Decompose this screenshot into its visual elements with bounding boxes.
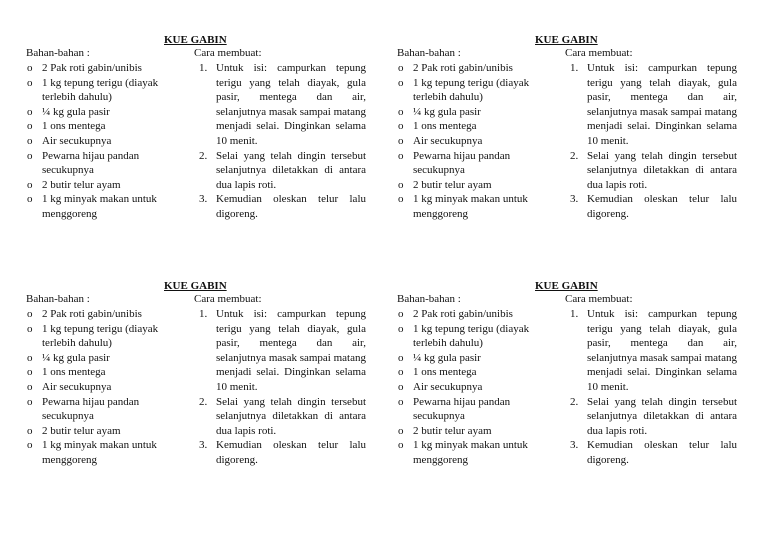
ingredient-item — [26, 178, 186, 193]
bullet-icon: o — [398, 149, 404, 162]
ingredient-text: 1 ons mentega — [42, 120, 106, 133]
ingredient-text: Pewarna hijau pandan secukupnya — [413, 149, 511, 177]
recipe-title: KUE GABIN — [164, 34, 227, 46]
recipe-card-top-right — [397, 33, 747, 253]
steps-list — [567, 61, 737, 222]
ingredient-text: 2 butir telur ayam — [42, 424, 121, 437]
bullet-icon: o — [27, 76, 33, 89]
step-item — [567, 395, 737, 439]
ingredient-item — [26, 149, 186, 178]
ingredient-text: Pewarna hijau pandan secukupnya — [42, 395, 140, 423]
step-number: 1. — [199, 308, 208, 320]
step-number: 3. — [199, 193, 208, 206]
ingredient-text: 1 ons mentega — [413, 120, 477, 133]
bullet-icon: o — [398, 193, 404, 206]
bullet-icon: o — [398, 178, 404, 191]
ingredient-item — [397, 61, 557, 76]
ingredient-item — [26, 119, 186, 134]
ingredient-item — [397, 105, 557, 120]
ingredient-item — [26, 76, 186, 105]
bullet-icon: o — [27, 62, 33, 74]
step-item — [196, 438, 366, 467]
ingredient-item — [26, 322, 186, 351]
bullet-icon: o — [27, 395, 33, 408]
bullet-icon: o — [27, 439, 33, 452]
step-text: Untuk isi: campurkan tepung terigu yang telah diayak, gula pasir, mentega dan air, selanjutnya masak sampai matang menjadi selai. Dinginkan selama 10 menit. — [587, 62, 737, 147]
ingredient-item — [397, 178, 557, 193]
bullet-icon: o — [398, 322, 404, 335]
steps-heading: Cara membuat: — [194, 47, 262, 59]
steps-list — [567, 307, 737, 468]
bullet-icon: o — [27, 380, 33, 393]
recipe-card-bottom-left — [26, 279, 376, 499]
ingredients-heading: Bahan-bahan : — [26, 293, 90, 305]
ingredients-heading: Bahan-bahan : — [26, 47, 90, 59]
ingredient-text: 1 ons mentega — [413, 366, 477, 379]
ingredients-heading: Bahan-bahan : — [397, 293, 461, 305]
bullet-icon: o — [398, 424, 404, 437]
ingredient-item — [397, 119, 557, 134]
ingredients-heading: Bahan-bahan : — [397, 47, 461, 59]
recipe-card-bottom-right — [397, 279, 747, 499]
bullet-icon: o — [398, 380, 404, 393]
steps-heading: Cara membuat: — [194, 293, 262, 305]
step-item — [567, 438, 737, 467]
bullet-icon: o — [27, 308, 33, 320]
bullet-icon: o — [27, 120, 33, 133]
recipe-title: KUE GABIN — [164, 280, 227, 292]
bullet-icon: o — [27, 178, 33, 191]
bullet-icon: o — [27, 322, 33, 335]
step-text: Kemudian oleskan telur lalu digoreng. — [216, 193, 366, 220]
ingredient-item — [26, 424, 186, 439]
steps-list — [196, 307, 366, 468]
step-item — [567, 192, 737, 221]
ingredient-text: 1 kg minyak makan untuk menggoreng — [413, 193, 528, 220]
ingredients-list — [26, 307, 186, 468]
ingredient-item — [397, 149, 557, 178]
bullet-icon: o — [27, 149, 33, 162]
ingredient-item — [397, 134, 557, 149]
step-item — [196, 307, 366, 395]
ingredient-text: ¼ kg gula pasir — [42, 351, 110, 364]
step-number: 1. — [570, 62, 579, 74]
bullet-icon: o — [27, 193, 33, 206]
step-item — [567, 149, 737, 193]
ingredient-item — [397, 395, 557, 424]
ingredient-text: ¼ kg gula pasir — [42, 105, 110, 118]
ingredient-text: 2 Pak roti gabin/unibis — [42, 308, 142, 320]
ingredient-text: 1 kg tepung terigu (diayak terlebih dahulu) — [413, 322, 530, 350]
ingredient-item — [397, 76, 557, 105]
ingredient-text: 1 kg minyak makan untuk menggoreng — [42, 439, 157, 466]
ingredient-item — [397, 365, 557, 380]
step-number: 2. — [570, 395, 579, 408]
ingredient-item — [26, 192, 186, 221]
ingredient-text: 1 kg tepung terigu (diayak terlebih dahulu) — [413, 76, 530, 104]
step-text: Selai yang telah dingin tersebut selanjutnya diletakkan di antara dua lapis roti. — [587, 395, 737, 437]
ingredients-list — [397, 61, 557, 222]
bullet-icon: o — [27, 424, 33, 437]
ingredient-item — [397, 351, 557, 366]
ingredients-list — [26, 61, 186, 222]
steps-list — [196, 61, 366, 222]
ingredient-item — [26, 307, 186, 322]
ingredient-item — [26, 395, 186, 424]
ingredient-text: 1 kg minyak makan untuk menggoreng — [42, 193, 157, 220]
ingredient-text: 2 butir telur ayam — [413, 424, 492, 437]
ingredient-text: Pewarna hijau pandan secukupnya — [42, 149, 140, 177]
ingredient-text: Air secukupnya — [42, 380, 112, 393]
step-number: 1. — [199, 62, 208, 74]
bullet-icon: o — [27, 366, 33, 379]
ingredient-text: ¼ kg gula pasir — [413, 105, 481, 118]
bullet-icon: o — [398, 62, 404, 74]
ingredient-item — [26, 438, 186, 467]
step-text: Untuk isi: campurkan tepung terigu yang telah diayak, gula pasir, mentega dan air, selanjutnya masak sampai matang menjadi selai. Dinginkan selama 10 menit. — [216, 308, 366, 393]
bullet-icon: o — [398, 366, 404, 379]
bullet-icon: o — [398, 351, 404, 364]
step-text: Untuk isi: campurkan tepung terigu yang telah diayak, gula pasir, mentega dan air, selanjutnya masak sampai matang menjadi selai. Dinginkan selama 10 menit. — [216, 62, 366, 147]
steps-heading: Cara membuat: — [565, 293, 633, 305]
ingredient-text: 2 butir telur ayam — [413, 178, 492, 191]
recipe-title: KUE GABIN — [535, 34, 598, 46]
bullet-icon: o — [27, 134, 33, 147]
ingredient-text: 2 Pak roti gabin/unibis — [42, 62, 142, 74]
ingredient-item — [26, 134, 186, 149]
ingredient-text: 1 kg minyak makan untuk menggoreng — [413, 439, 528, 466]
bullet-icon: o — [398, 439, 404, 452]
step-item — [196, 395, 366, 439]
bullet-icon: o — [398, 76, 404, 89]
ingredients-list — [397, 307, 557, 468]
bullet-icon: o — [27, 351, 33, 364]
ingredient-item — [26, 365, 186, 380]
ingredient-text: 2 Pak roti gabin/unibis — [413, 62, 513, 74]
bullet-icon: o — [398, 134, 404, 147]
ingredient-text: 1 kg tepung terigu (diayak terlebih dahulu) — [42, 322, 159, 350]
step-item — [567, 61, 737, 149]
bullet-icon: o — [398, 105, 404, 118]
ingredient-text: ¼ kg gula pasir — [413, 351, 481, 364]
step-text: Selai yang telah dingin tersebut selanjutnya diletakkan di antara dua lapis roti. — [216, 395, 366, 437]
ingredient-item — [397, 192, 557, 221]
ingredient-item — [26, 380, 186, 395]
bullet-icon: o — [398, 120, 404, 133]
ingredient-text: 2 butir telur ayam — [42, 178, 121, 191]
step-item — [196, 192, 366, 221]
step-text: Kemudian oleskan telur lalu digoreng. — [587, 439, 737, 466]
step-number: 3. — [570, 439, 579, 452]
ingredient-text: Air secukupnya — [413, 380, 483, 393]
ingredient-text: 1 kg tepung terigu (diayak terlebih dahulu) — [42, 76, 159, 104]
ingredient-text: 1 ons mentega — [42, 366, 106, 379]
step-item — [196, 61, 366, 149]
recipe-title: KUE GABIN — [535, 280, 598, 292]
ingredient-text: Air secukupnya — [413, 134, 483, 147]
ingredient-item — [397, 322, 557, 351]
bullet-icon: o — [398, 395, 404, 408]
ingredient-item — [26, 351, 186, 366]
step-number: 2. — [199, 395, 208, 408]
step-number: 3. — [199, 439, 208, 452]
step-number: 2. — [570, 149, 579, 162]
ingredient-item — [26, 61, 186, 76]
step-text: Kemudian oleskan telur lalu digoreng. — [216, 439, 366, 466]
step-text: Untuk isi: campurkan tepung terigu yang telah diayak, gula pasir, mentega dan air, selanjutnya masak sampai matang menjadi selai. Dinginkan selama 10 menit. — [587, 308, 737, 393]
ingredient-text: 2 Pak roti gabin/unibis — [413, 308, 513, 320]
ingredient-text: Pewarna hijau pandan secukupnya — [413, 395, 511, 423]
step-number: 2. — [199, 149, 208, 162]
ingredient-item — [26, 105, 186, 120]
step-item — [196, 149, 366, 193]
ingredient-item — [397, 424, 557, 439]
recipe-card-top-left — [26, 33, 376, 253]
ingredient-text: Air secukupnya — [42, 134, 112, 147]
steps-heading: Cara membuat: — [565, 47, 633, 59]
ingredient-item — [397, 438, 557, 467]
step-text: Selai yang telah dingin tersebut selanjutnya diletakkan di antara dua lapis roti. — [216, 149, 366, 191]
ingredient-item — [397, 380, 557, 395]
step-text: Selai yang telah dingin tersebut selanjutnya diletakkan di antara dua lapis roti. — [587, 149, 737, 191]
step-text: Kemudian oleskan telur lalu digoreng. — [587, 193, 737, 220]
step-number: 1. — [570, 308, 579, 320]
ingredient-item — [397, 307, 557, 322]
step-number: 3. — [570, 193, 579, 206]
bullet-icon: o — [398, 308, 404, 320]
bullet-icon: o — [27, 105, 33, 118]
step-item — [567, 307, 737, 395]
